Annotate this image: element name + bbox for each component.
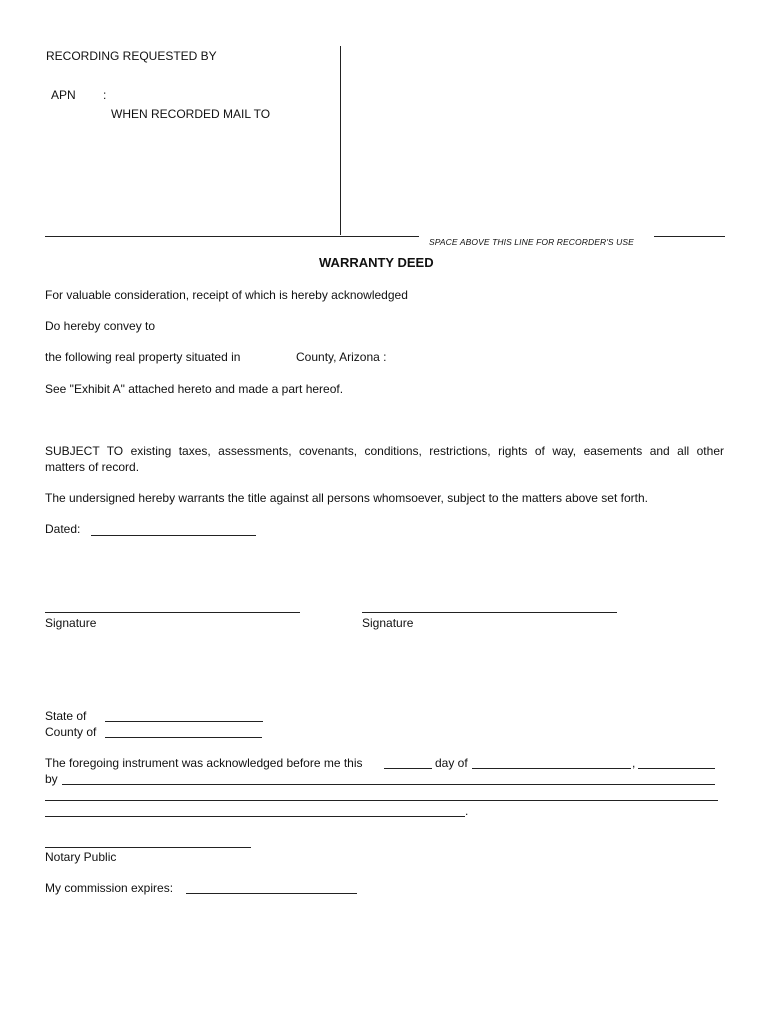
document-title: WARRANTY DEED [319, 255, 434, 270]
recording-requested-by: RECORDING REQUESTED BY [46, 49, 217, 63]
recorder-box-divider [340, 46, 341, 235]
commission-expires-label: My commission expires: [45, 881, 174, 895]
state-field-line[interactable] [105, 721, 263, 722]
commission-field-line[interactable] [186, 893, 357, 894]
signature-label-left: Signature [45, 616, 97, 630]
by-field-line-2[interactable] [45, 800, 718, 801]
notary-public-label: Notary Public [45, 850, 117, 864]
foregoing-text: The foregoing instrument was acknowledged before me this [45, 756, 363, 770]
consideration-text: For valuable consideration, receipt of which is hereby acknowledged [45, 288, 408, 302]
property-county-text: County, Arizona : [296, 350, 387, 364]
convey-text: Do hereby convey to [45, 319, 156, 333]
county-field-line[interactable] [105, 737, 262, 738]
signature-line-right[interactable] [362, 612, 617, 613]
dated-field-line[interactable] [91, 535, 256, 536]
apn-label: APN [51, 88, 76, 102]
day-field-line[interactable] [384, 768, 432, 769]
recorder-space-line-right [654, 236, 725, 237]
recorder-use-note: SPACE ABOVE THIS LINE FOR RECORDER'S USE [429, 237, 634, 247]
dated-label: Dated: [45, 522, 81, 536]
by-period: . [465, 804, 469, 818]
exhibit-text: See "Exhibit A" attached hereto and made a part hereof. [45, 382, 344, 396]
notary-signature-line[interactable] [45, 847, 251, 848]
day-of-label: day of [435, 756, 468, 770]
apn-colon: : [103, 88, 107, 102]
subject-to-line-1: SUBJECT TO existing taxes, assessments, covenants, conditions, restrictions, rights of way, easements and all other [45, 444, 724, 458]
date-comma: , [632, 756, 636, 770]
signature-line-left[interactable] [45, 612, 300, 613]
county-of-label: County of [45, 725, 97, 739]
property-text: the following real property situated in [45, 350, 241, 364]
by-field-line-3[interactable] [45, 816, 465, 817]
by-field-line-1[interactable] [62, 784, 715, 785]
warrants-text: The undersigned hereby warrants the title against all persons whomsoever, subject to the matters above set forth. [45, 491, 648, 505]
recorder-space-line-left [45, 236, 419, 237]
by-label: by [45, 772, 58, 786]
subject-to-line-2: matters of record. [45, 460, 140, 474]
state-of-label: State of [45, 709, 87, 723]
month-field-line[interactable] [472, 768, 631, 769]
year-field-line[interactable] [638, 768, 715, 769]
when-recorded-mail-to: WHEN RECORDED MAIL TO [111, 107, 271, 121]
signature-label-right: Signature [362, 616, 414, 630]
